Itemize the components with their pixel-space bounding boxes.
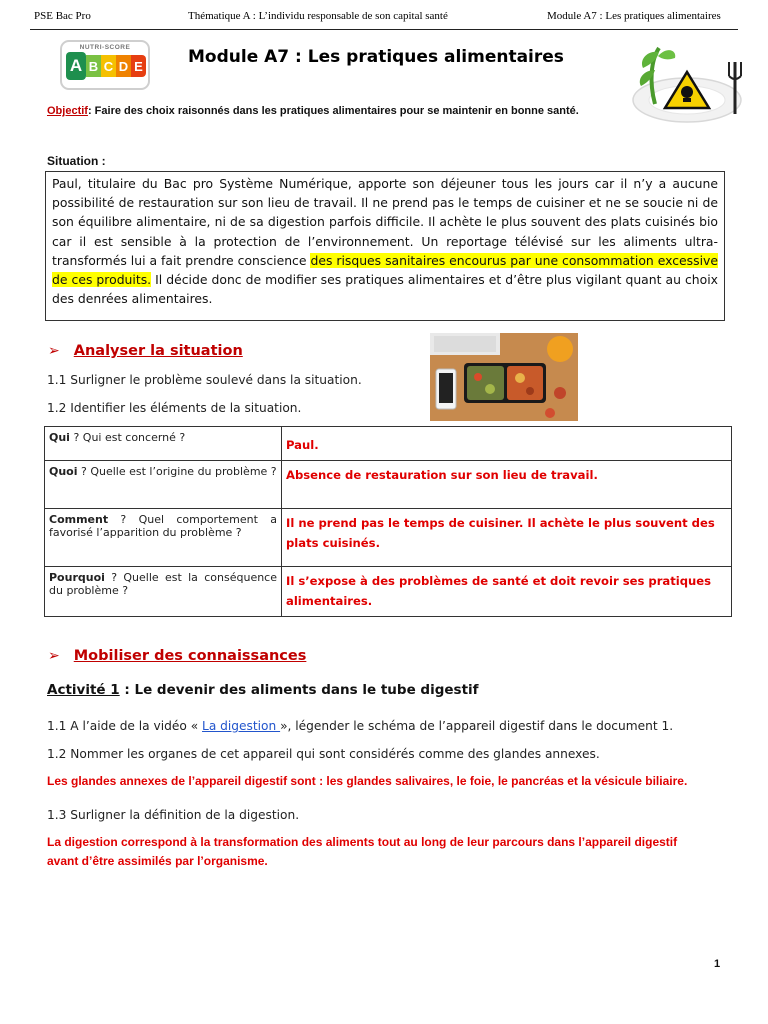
header-right: Module A7 : Les pratiques alimentaires xyxy=(547,10,721,22)
table-row xyxy=(45,461,732,509)
table-answer-cell: Il s’expose à des problèmes de santé et doit revoir ses pratiques alimentaires. xyxy=(282,567,732,617)
objective xyxy=(47,105,579,117)
nutri-score-letter: D xyxy=(116,55,131,77)
activity-label: Activité 1 xyxy=(47,682,120,698)
question-1-1-text-end: », légender le schéma de l’appareil digestif dans le document 1. xyxy=(280,719,674,733)
nutri-score-logo-text: NUTRI-SCORE xyxy=(79,44,131,51)
table-question: ? Quelle est l’origine du problème ? xyxy=(77,465,277,478)
situation-analysis-table xyxy=(44,426,732,617)
header-divider xyxy=(30,29,738,30)
question-1-3: 1.3 Surligner la définition de la digestion. xyxy=(47,808,300,822)
section-mobiliser-title: Mobiliser des connaissances xyxy=(73,648,307,664)
situation-text-start: Paul, titulaire du Bac pro Système Numérique, apporte son déjeuner tous les jours car il n’y a aucune possibilité de restauration sur son lieu de travail. Il ne prend pas le temps de cuisiner et ne se soucie ni de son équilibre alimentaire, ni de sa digestion parfois difficile. Il achète le plus souvent des plats cuisinés bio car il est sensible à la protection de l’environnement. Un reportage télévisé sur les aliments ultra-transformés lui a fait prendre conscience xyxy=(52,176,718,268)
nutri-score-letters xyxy=(66,55,146,80)
question-1-1-text-start: 1.1 A l’aide de la vidéo « xyxy=(47,719,203,733)
table-answer-cell: Absence de restauration sur son lieu de travail. xyxy=(282,461,732,509)
activity-heading xyxy=(47,682,479,698)
table-question-cell xyxy=(45,567,282,617)
table-question: ? Quelle est la conséquence du problème ? xyxy=(49,571,277,597)
table-answer-cell: Paul. xyxy=(282,427,732,461)
header-left: PSE Bac Pro xyxy=(34,10,91,22)
table-question: ? Quel comportement a favorisé l’apparition du problème ? xyxy=(49,513,277,539)
objective-text: : Faire des choix raisonnés dans les pratiques alimentaires pour se maintenir en bonne santé. xyxy=(87,105,579,117)
answer-1-3-line2: avant d’être assimilés par l’organisme. xyxy=(47,854,268,868)
table-row xyxy=(45,427,732,461)
nutri-score-letter: C xyxy=(101,55,116,77)
objective-label: Objectif xyxy=(47,105,88,117)
table-answer-cell: Il ne prend pas le temps de cuisiner. Il achète le plus souvent des plats cuisinés. xyxy=(282,509,732,567)
section-analyser-heading xyxy=(48,340,243,359)
meal-prep-photo xyxy=(430,333,578,421)
header-center: Thématique A : L’individu responsable de son capital santé xyxy=(188,10,448,22)
plate-with-hazard-sign-icon xyxy=(625,42,745,124)
activity-title: : Le devenir des aliments dans le tube digestif xyxy=(119,682,479,698)
table-row xyxy=(45,567,732,617)
question-1-1: 1.1 Surligner le problème soulevé dans la situation. xyxy=(47,373,362,387)
table-question-cell xyxy=(45,461,282,509)
page-number: 1 xyxy=(714,958,721,970)
table-row xyxy=(45,509,732,567)
page-title: Module A7 : Les pratiques alimentaires xyxy=(188,47,564,67)
situation-highlight: des risques sanitaires encourus par une consommation excessive de ces produits. xyxy=(52,252,718,288)
table-key: Pourquoi xyxy=(49,571,105,584)
question-1-2: 1.2 Identifier les éléments de la situation. xyxy=(47,401,302,415)
question-1-2-glands: 1.2 Nommer les organes de cet appareil qui sont considérés comme des glandes annexes. xyxy=(47,747,600,761)
situation-box xyxy=(45,171,725,321)
question-1-1-video xyxy=(47,719,673,733)
answer-1-2: Les glandes annexes de l’appareil digestif sont : les glandes salivaires, le foie, le pancréas et la vésicule biliaire. xyxy=(47,774,688,788)
arrow-bullet-icon: ➢ xyxy=(48,343,60,359)
nutri-score-logo xyxy=(60,40,150,90)
nutri-score-letter: A xyxy=(66,52,86,80)
situation-label: Situation : xyxy=(47,154,106,168)
answer-1-3-line1: La digestion correspond à la transformation des aliments tout au long de leur parcours dans l’appareil digestif xyxy=(47,835,678,849)
arrow-bullet-icon: ➢ xyxy=(48,648,60,664)
nutri-score-letter: B xyxy=(86,55,101,77)
video-link[interactable]: La digestion xyxy=(202,719,281,733)
nutri-score-letter: E xyxy=(131,55,146,77)
table-question-cell xyxy=(45,509,282,567)
table-question-cell xyxy=(45,427,282,461)
section-mobiliser-heading xyxy=(48,645,306,664)
table-key: Comment xyxy=(49,513,109,526)
section-analyser-title: Analyser la situation xyxy=(73,343,243,359)
situation-text-end: Il décide donc de modifier ses pratiques alimentaires et d’être plus vigilant quant au choix des denrées alimentaires. xyxy=(52,272,719,307)
table-question: ? Qui est concerné ? xyxy=(69,431,186,444)
table-key: Qui xyxy=(49,431,70,444)
table-key: Quoi xyxy=(49,465,78,478)
